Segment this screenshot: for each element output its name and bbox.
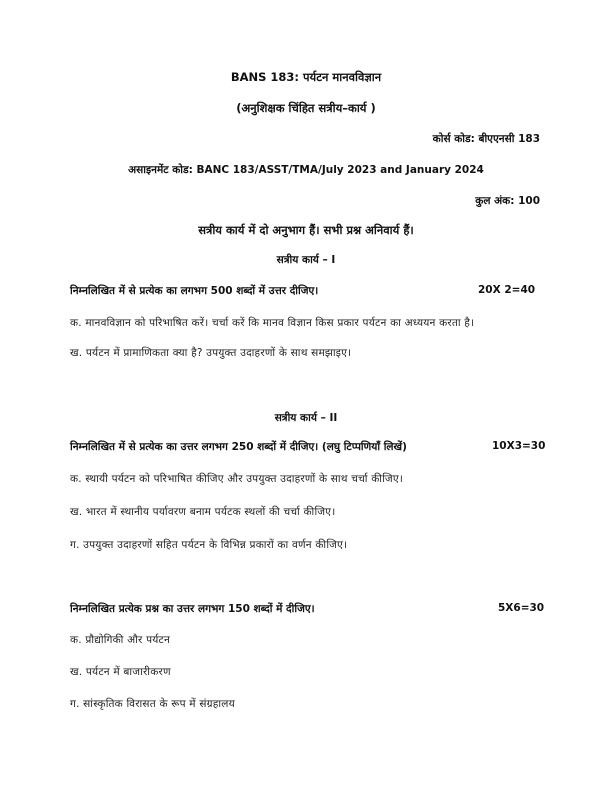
section-2-instruction: निम्नलिखित में से प्रत्येक का उत्तर लगभग 250 शब्दों में दीजिए। (लघु टिप्पणियाँ लिखें) [70,441,407,453]
section-2-heading: सत्रीय कार्य – II [274,412,338,424]
document-subtitle: (अनुशिक्षक चिंहित सत्रीय–कार्य ) [236,101,376,115]
section-1-heading: सत्रीय कार्य – I [276,254,336,266]
section-3-instruction: निम्नलिखित प्रत्येक प्रश्न का उत्तर लगभग 150 शब्दों में दीजिए। [70,603,315,615]
section-1-instruction: निम्नलिखित में से प्रत्येक का लगभग 500 शब्दों में उत्तर दीजिए। [70,285,319,297]
total-marks: कुल अंक: 100 [475,195,540,207]
document-title: BANS 183: पर्यटन मानवविज्ञान [230,70,382,84]
section-1-marks: 20X 2=40 [478,284,536,296]
general-instructions: सत्रीय कार्य में दो अनुभाग हैं। सभी प्रश्न अनिवार्य हैं। [198,223,414,237]
section-2-question-a: क. स्थायी पर्यटन को परिभाषित कीजिए और उपयुक्त उदाहरणों के साथ चर्चा कीजिए। [70,473,404,485]
section-1-question-b: ख. पर्यटन में प्रामाणिकता क्या है? उपयुक्त उदाहरणों के साथ समझाइए। [70,347,352,359]
section-3-marks: 5X6=30 [498,602,545,614]
section-2-question-b: ख. भारत में स्थानीय पर्यावरण बनाम पर्यटक स्थलों की चर्चा कीजिए। [70,506,336,518]
section-3-question-a: क. प्रौद्योगिकी और पर्यटन [70,634,171,646]
section-3-question-b: ख. पर्यटन में बाजारीकरण [70,666,171,678]
assignment-code: असाइनमेंट कोड: BANC 183/ASST/TMA/July 2023 and January 2024 [128,164,484,176]
section-2-marks: 10X3=30 [492,440,546,452]
section-1-question-a: क. मानवविज्ञान को परिभाषित करें। चर्चा करें कि मानव विज्ञान किस प्रकार पर्यटन का अध्ययन करता है। [70,317,475,329]
section-2-question-c: ग. उपयुक्त उदाहरणों सहित पर्यटन के विभिन्न प्रकारों का वर्णन कीजिए। [70,539,348,551]
course-code: कोर्स कोड: बीएएनसी 183 [432,133,540,145]
section-3-question-c: ग. सांस्कृतिक विरासत के रूप में संग्रहालय [70,698,235,710]
